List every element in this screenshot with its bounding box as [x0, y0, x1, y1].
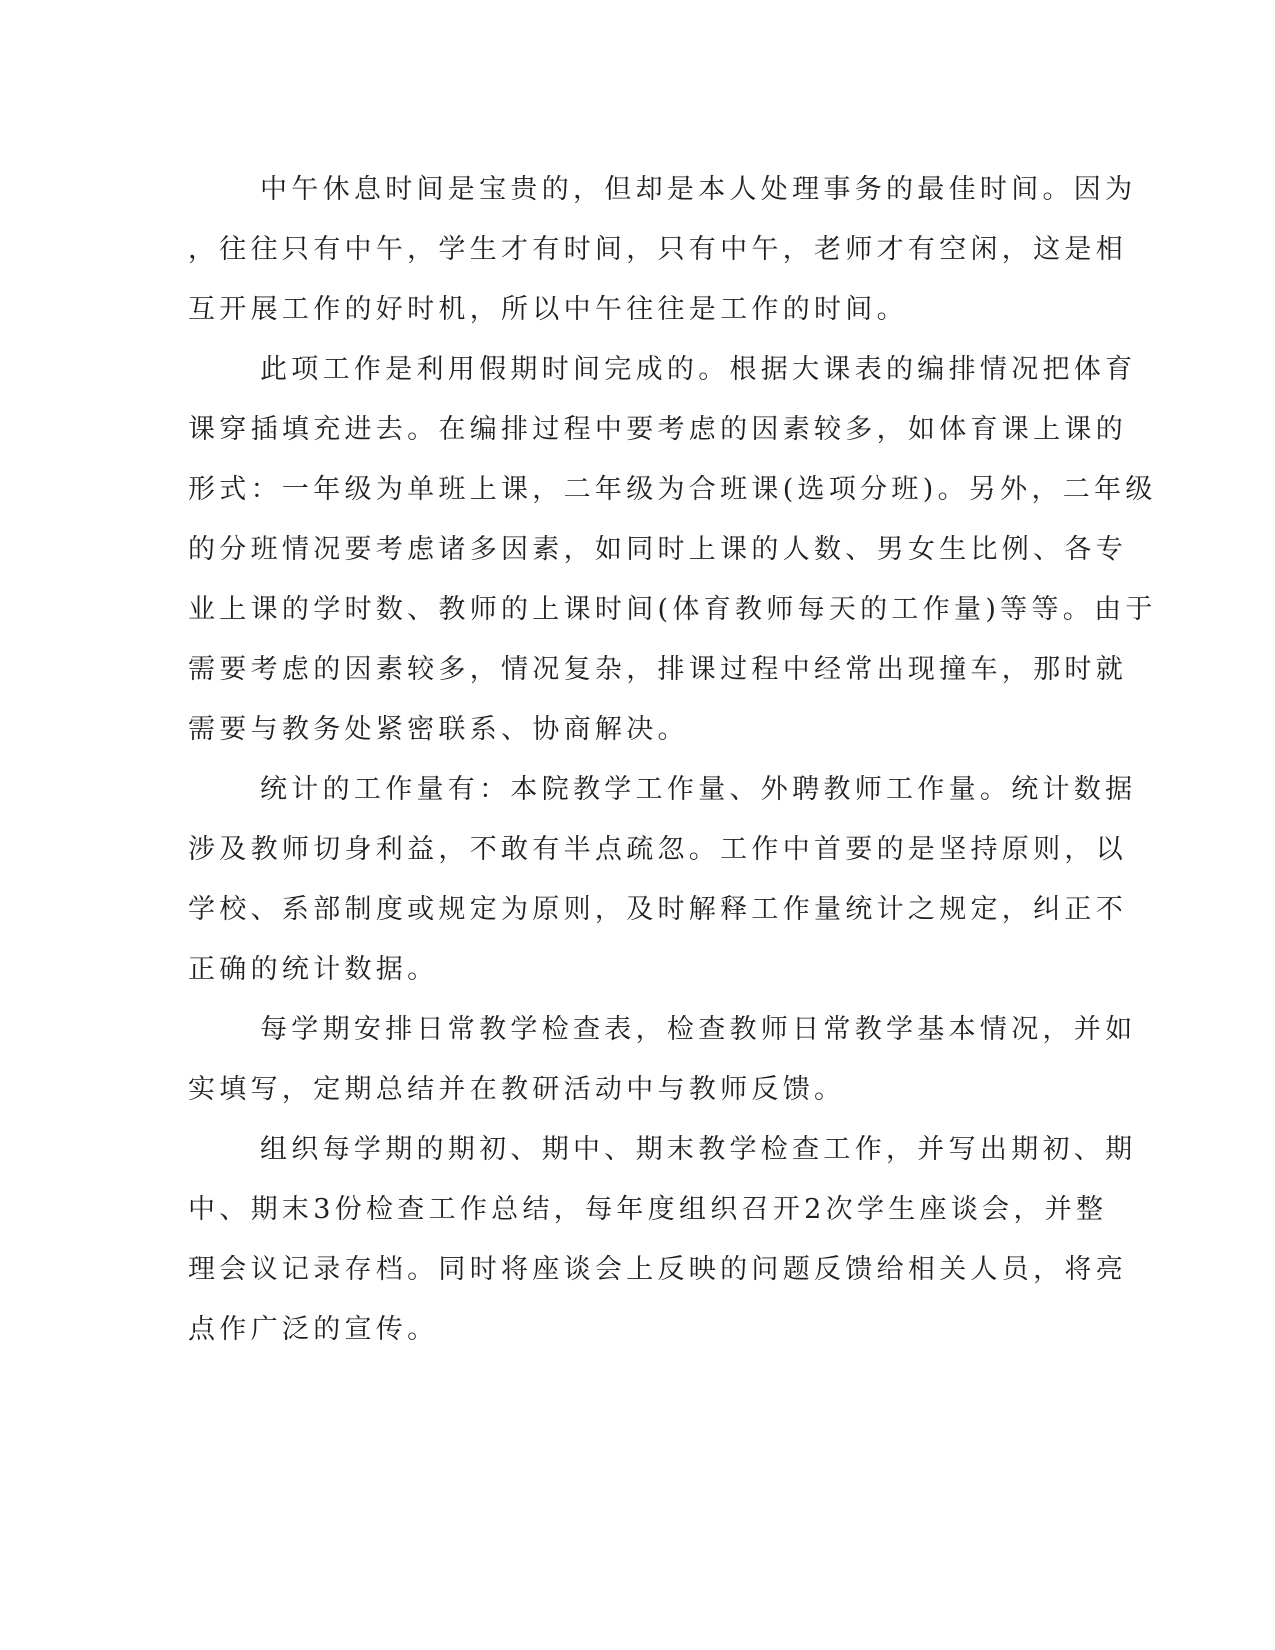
paragraph-line: 统计的工作量有：本院教学工作量、外聘教师工作量。统计数据: [260, 774, 1137, 805]
document-body: [188, 160, 1157, 1360]
paragraph-line: 中午休息时间是宝贵的，但却是本人处理事务的最佳时间。因为: [260, 174, 1137, 205]
paragraph-line: 中、期末3份检查工作总结，每年度组织召开2次学生座谈会，并整: [188, 1194, 1108, 1225]
paragraph-line: 涉及教师切身利益，不敢有半点疏忽。工作中首要的是坚持原则，以: [188, 834, 1127, 865]
paragraph-line: 学校、系部制度或规定为原则，及时解释工作量统计之规定，纠正不: [188, 894, 1127, 925]
paragraph-line: 组织每学期的期初、期中、期末教学检查工作，并写出期初、期: [260, 1134, 1137, 1165]
paragraph-line: 互开展工作的好时机，所以中午往往是工作的时间。: [188, 294, 908, 325]
paragraph-scheduling: [188, 340, 1157, 760]
paragraph-line: 每学期安排日常教学检查表，检查教师日常教学基本情况，并如: [260, 1014, 1137, 1045]
paragraph-line: 正确的统计数据。: [188, 954, 439, 985]
paragraph-line: ，往往只有中午，学生才有时间，只有中午，老师才有空闲，这是相: [188, 234, 1127, 265]
paragraph-daily-inspection: [188, 1000, 1137, 1120]
paragraph-workload-statistics: [188, 760, 1137, 1000]
paragraph-line: 需要与教务处紧密联系、协商解决。: [188, 714, 689, 745]
paragraph-line: 业上课的学时数、教师的上课时间(体育教师每天的工作量)等等。由于: [188, 594, 1157, 625]
paragraph-line: 实填写，定期总结并在教研活动中与教师反馈。: [188, 1074, 846, 1105]
paragraph-line: 此项工作是利用假期时间完成的。根据大课表的编排情况把体育: [260, 354, 1137, 385]
paragraph-line: 形式：一年级为单班上课，二年级为合班课(选项分班)。另外，二年级: [188, 474, 1157, 505]
paragraph-line: 理会议记录存档。同时将座谈会上反映的问题反馈给相关人员，将亮: [188, 1254, 1127, 1285]
paragraph-line: 课穿插填充进去。在编排过程中要考虑的因素较多，如体育课上课的: [188, 414, 1127, 445]
paragraph-line: 的分班情况要考虑诸多因素，如同时上课的人数、男女生比例、各专: [188, 534, 1127, 565]
paragraph-line: 需要考虑的因素较多，情况复杂，排课过程中经常出现撞车，那时就: [188, 654, 1127, 685]
paragraph-midday-time: [188, 160, 1137, 340]
paragraph-line: 点作广泛的宣传。: [188, 1314, 439, 1345]
paragraph-term-inspection: [188, 1120, 1137, 1360]
